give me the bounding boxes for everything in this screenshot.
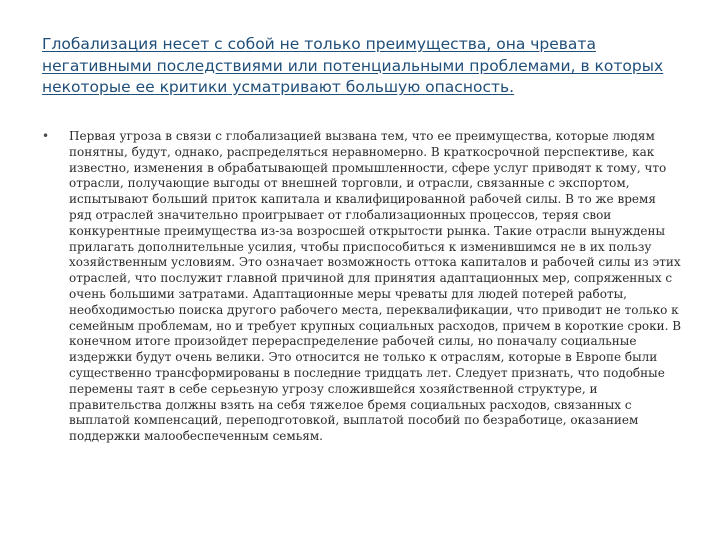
bullet-text: Первая угроза в связи с глобализацией вызвана тем, что ее преимущества, которые людям понятны, будут, однако, распределяться неравномерно. В краткосрочной перспективе, как известно, изменения в обрабатывающей промышленности, сфере услуг приводят к тому, что отрасли, получающие выгоды от внешней торговли, и отрасли, связанные с экспортом, испытывают больший приток капитала и квалифицированной рабочей силы. В то же время ряд отраслей значительно проигрывает от глобализационных процессов, теряя свои конкурентные преимущества из-за возросшей открытости рынка. Такие отрасли вынуждены прилагать дополнительные усилия, чтобы приспособиться к изменившимся не в их пользу хозяйственным условиям. Это означает возможность оттока капиталов и рабочей силы из этих отраслей, что послужит главной причиной для принятия адаптационных мер, сопряженных с очень большими затратами. Адаптационные меры чреваты для людей потерей работы, необходимостью поиска другого рабочего места, переквалификации, что приводит не только к семейным проблемам, но и требует крупных социальных расходов, причем в короткие сроки. В конечном итоге произойдет перераспределение рабочей силы, но поначалу социальные издержки будут очень велики. Это относится не только к отраслям, которые в Европе были существенно трансформированы в последние тридцать лет. Следует признать, что подобные перемены таят в себе серьезную угрозу сложившейся хозяйственной структуре, и правительства должны взять на себя тяжелое бремя социальных расходов, связанных с выплатой компенсаций, переподготовкой, выплатой пособий по безработице, оказанием поддержки малообеспеченным семьям. bbox=[69, 129, 682, 444]
bullet-item bbox=[42, 129, 682, 445]
slide-heading: Глобализация несет с собой не только преимущества, она чревата негативными последствиями или потенциальными проблемами, в которых некоторые ее критики усматривают большую опасность. bbox=[42, 35, 664, 96]
bullet-list bbox=[42, 129, 682, 445]
bullet-marker: • bbox=[42, 129, 50, 143]
